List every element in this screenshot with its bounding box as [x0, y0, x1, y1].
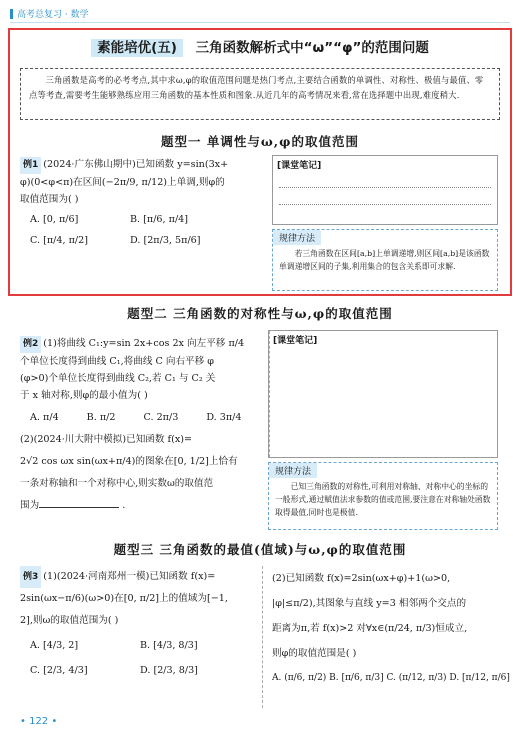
example2-option-a[interactable]: A. π/4 [30, 412, 59, 423]
example2-line-3: (φ>0)个单位长度得到曲线 C₂,若 C₁ 与 C₂ 关 [20, 373, 216, 384]
example3-right-line-2: |φ|≤π/2),其图象与直线 y=3 相邻两个交点的 [272, 598, 467, 609]
example1-line-2: φ)(0<φ<π)在区间(−2π/9, π/12)上单调,则φ的 [20, 177, 225, 188]
example3-line-1: 例3 (1)(2024·河南郑州一模)已知函数 f(x)= [20, 566, 260, 588]
example2-line-2: 个单位长度得到曲线 C₁,将曲线 C 向右平移 φ [20, 356, 214, 367]
example3-right-line-4: 则φ的取值范围是( ) [272, 648, 357, 659]
example2-label: 例2 [20, 336, 41, 353]
example2-line-1: 例2 (1)将曲线 C₁:y=sin 2x+cos 2x 向左平移 π/4 [20, 335, 270, 353]
page-number: • 122 • [20, 716, 58, 727]
example1-line-3: 取值范围为( ) [20, 194, 79, 205]
example1-line-1: 例1 (2024·广东佛山期中)已知函数 y=sin(3x+ [20, 156, 270, 174]
example3-line-3: 2],则ω的取值范围为( ) [20, 615, 119, 626]
example1-option-c[interactable]: C. [π/4, π/2] [30, 235, 88, 246]
example2-part2-line-1: (2)(2024·川大附中模拟)已知函数 f(x)= [20, 434, 193, 445]
column-divider [262, 566, 263, 708]
example3-line-2: 2sin(ωx−π/6)(ω>0)在[0, π/2]上的值域为[−1, [20, 593, 228, 604]
example2-option-b[interactable]: B. π/2 [86, 412, 116, 423]
example2-line-4: 于 x 轴对称,则φ的最小值为( ) [20, 390, 148, 401]
section1-title: 题型一 单调性与ω,φ的取值范围 [161, 134, 359, 149]
section1-method-text: 若三角函数在区间[a,b]上单调递增,则区间[a,b]是该函数单调递增区间的子集,利用集合的包含关系即可求解. [279, 249, 490, 271]
example2-part2-line-2: 2√2 cos ωx sin(ωx+π/4)的图象在[0, 1/2]上恰有 [20, 456, 238, 467]
example2-part2-line-4: 围为 . [20, 500, 126, 511]
title-highlight: 素能培优(五) [91, 39, 183, 57]
example3-option-a[interactable]: A. [4/3, 2] [30, 640, 79, 651]
example3-part2 [272, 566, 510, 691]
example1-option-b[interactable]: B. [π/6, π/4] [130, 214, 189, 225]
section1-method [272, 229, 498, 291]
example3-options [20, 640, 260, 676]
example2-option-d[interactable]: D. 3π/4 [206, 412, 242, 423]
example1-option-a[interactable]: A. [0, π/6] [30, 214, 79, 225]
example2-options [30, 412, 270, 423]
section2-title: 题型二 三角函数的对称性与ω,φ的取值范围 [127, 306, 393, 321]
page-title [0, 36, 520, 56]
example3-right-line-1: (2)已知函数 f(x)=2sin(ωx+φ)+1(ω>0, [272, 573, 451, 584]
note-line [279, 204, 491, 205]
example3-option-c[interactable]: C. [2/3, 4/3] [30, 665, 88, 676]
section1-method-title: 规律方法 [273, 230, 321, 245]
section2-notes [268, 330, 498, 458]
header-divider [10, 22, 510, 23]
example2 [20, 335, 270, 517]
section2-method-text: 已知三角函数的对称性,可利用对称轴、对称中心的坐标的一般形式,通过赋值法求参数的值或范围,要注意在对称轴处函数取得最值,同时也是极值. [275, 482, 491, 517]
example1 [20, 156, 270, 246]
section1-notes-title: [课堂笔记] [277, 161, 322, 171]
header-bar-icon [10, 9, 13, 19]
example3-right-line-3: 距离为π,若 f(x)>2 对∀x∈(π/24, π/3)恒成立, [272, 623, 468, 634]
example3-right-options[interactable]: A. (π/6, π/2) B. [π/6, π/3] C. (π/12, π/3) D. [π/12, π/6] [272, 673, 510, 683]
example3-option-d[interactable]: D. [2/3, 8/3] [140, 665, 198, 676]
header-tag [10, 7, 89, 20]
example1-options [20, 214, 270, 246]
section2-method [268, 462, 498, 530]
title-text: 三角函数解析式中“ω”“φ”的范围问题 [195, 40, 429, 56]
example1-option-d[interactable]: D. [2π/3, 5π/6] [130, 235, 201, 246]
note-line [279, 187, 491, 188]
header-text: 高考总复习 · 数学 [17, 10, 89, 20]
example3-label: 例3 [20, 566, 41, 588]
example2-part2-line-3: 一条对称轴和一个对称中心,则实数ω的取值范 [20, 478, 214, 489]
section2-method-title: 规律方法 [269, 463, 317, 478]
example3-option-b[interactable]: B. [4/3, 8/3] [140, 640, 198, 651]
section2-notes-title: [课堂笔记] [273, 336, 318, 346]
example2-option-c[interactable]: C. 2π/3 [143, 412, 179, 423]
note-divider [269, 331, 270, 457]
section1-notes [272, 155, 498, 225]
answer-blank[interactable] [39, 498, 119, 508]
example1-label: 例1 [20, 157, 41, 174]
section3-title: 题型三 三角函数的最值(值域)与ω,φ的取值范围 [113, 542, 407, 557]
intro-box: 三角函数是高考的必考考点,其中求ω,φ的取值范围问题是热门考点,主要结合函数的单调性、对称性、极值与最值、零点等考查,需要考生能够熟练应用三角函数的基本性质和图象.从近几年的高考情况来看,常在选择题中出现,难度稍大. [20, 68, 500, 120]
example3-part1 [20, 566, 260, 676]
